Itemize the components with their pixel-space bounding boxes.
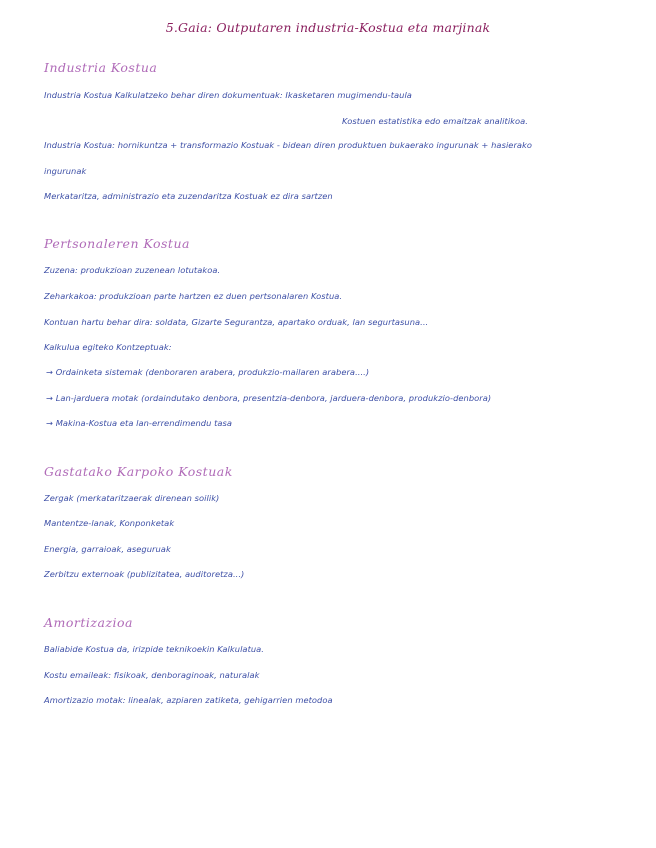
text-line: Kontuan hartu behar dira: soldata, Gizarte Segurantza, apartako orduak, lan segurtasuna...: [44, 317, 429, 327]
text-line: ingurunak: [44, 166, 87, 176]
text-line: Zerbitzu externoak (publizitatea, auditoretza...): [44, 569, 245, 579]
bullet-line: → Ordainketa sistemak (denboraren arabera, produkzio-mailaren arabera....): [46, 367, 370, 377]
section-heading-pertsonaleren-kostua: Pertsonaleren Kostua: [44, 236, 190, 251]
section-heading-industria-kostua: Industria Kostua: [44, 60, 158, 75]
text-line: Energia, garraioak, aseguruak: [44, 544, 171, 554]
section-heading-gastatako-kostuak: Gastatako Karpoko Kostuak: [44, 464, 233, 479]
bullet-line: → Makina-Kostua eta lan-errendimendu tasa: [46, 418, 233, 428]
page-title: 5.Gaia: Outputaren industria-Kostua eta marjinak: [165, 20, 491, 35]
text-line: Zuzena: produkzioan zuzenean lotutakoa.: [44, 265, 221, 275]
text-line: Amortizazio motak: linealak, azpiaren zatiketa, gehigarrien metodoa: [44, 695, 333, 705]
text-line: Industria Kostua Kalkulatzeko behar diren dokumentuak: Ikasketaren mugimendu-taula: [44, 90, 412, 100]
text-line: Merkataritza, administrazio eta zuzendaritza Kostuak ez dira sartzen: [44, 191, 333, 201]
bullet-line: → Lan-jarduera motak (ordaindutako denbora, presentzia-denbora, jarduera-denbora, produkzio-denbora): [46, 393, 492, 403]
text-line: Kostu emaileak: fisikoak, denboraginoak, naturalak: [44, 670, 260, 680]
text-line: Zergak (merkataritzaerak direnean soilik): [44, 493, 220, 503]
text-line: Baliabide Kostua da, irizpide teknikoekin Kalkulatua.: [44, 644, 264, 654]
section-heading-amortizazioa: Amortizazioa: [44, 615, 134, 630]
text-line: Kostuen estatistika edo emaitzak analitikoa.: [342, 116, 528, 126]
text-line: Zeharkakoa: produkzioan parte hartzen ez duen pertsonalaren Kostua.: [44, 291, 343, 301]
text-line: Kalkulua egiteko Kontzeptuak:: [44, 342, 172, 352]
text-line: Industria Kostua: hornikuntza + transformazio Kostuak - bidean diren produktuen bukaerako ingurunak + hasierako: [44, 140, 533, 150]
text-line: Mantentze-lanak, Konponketak: [44, 518, 175, 528]
